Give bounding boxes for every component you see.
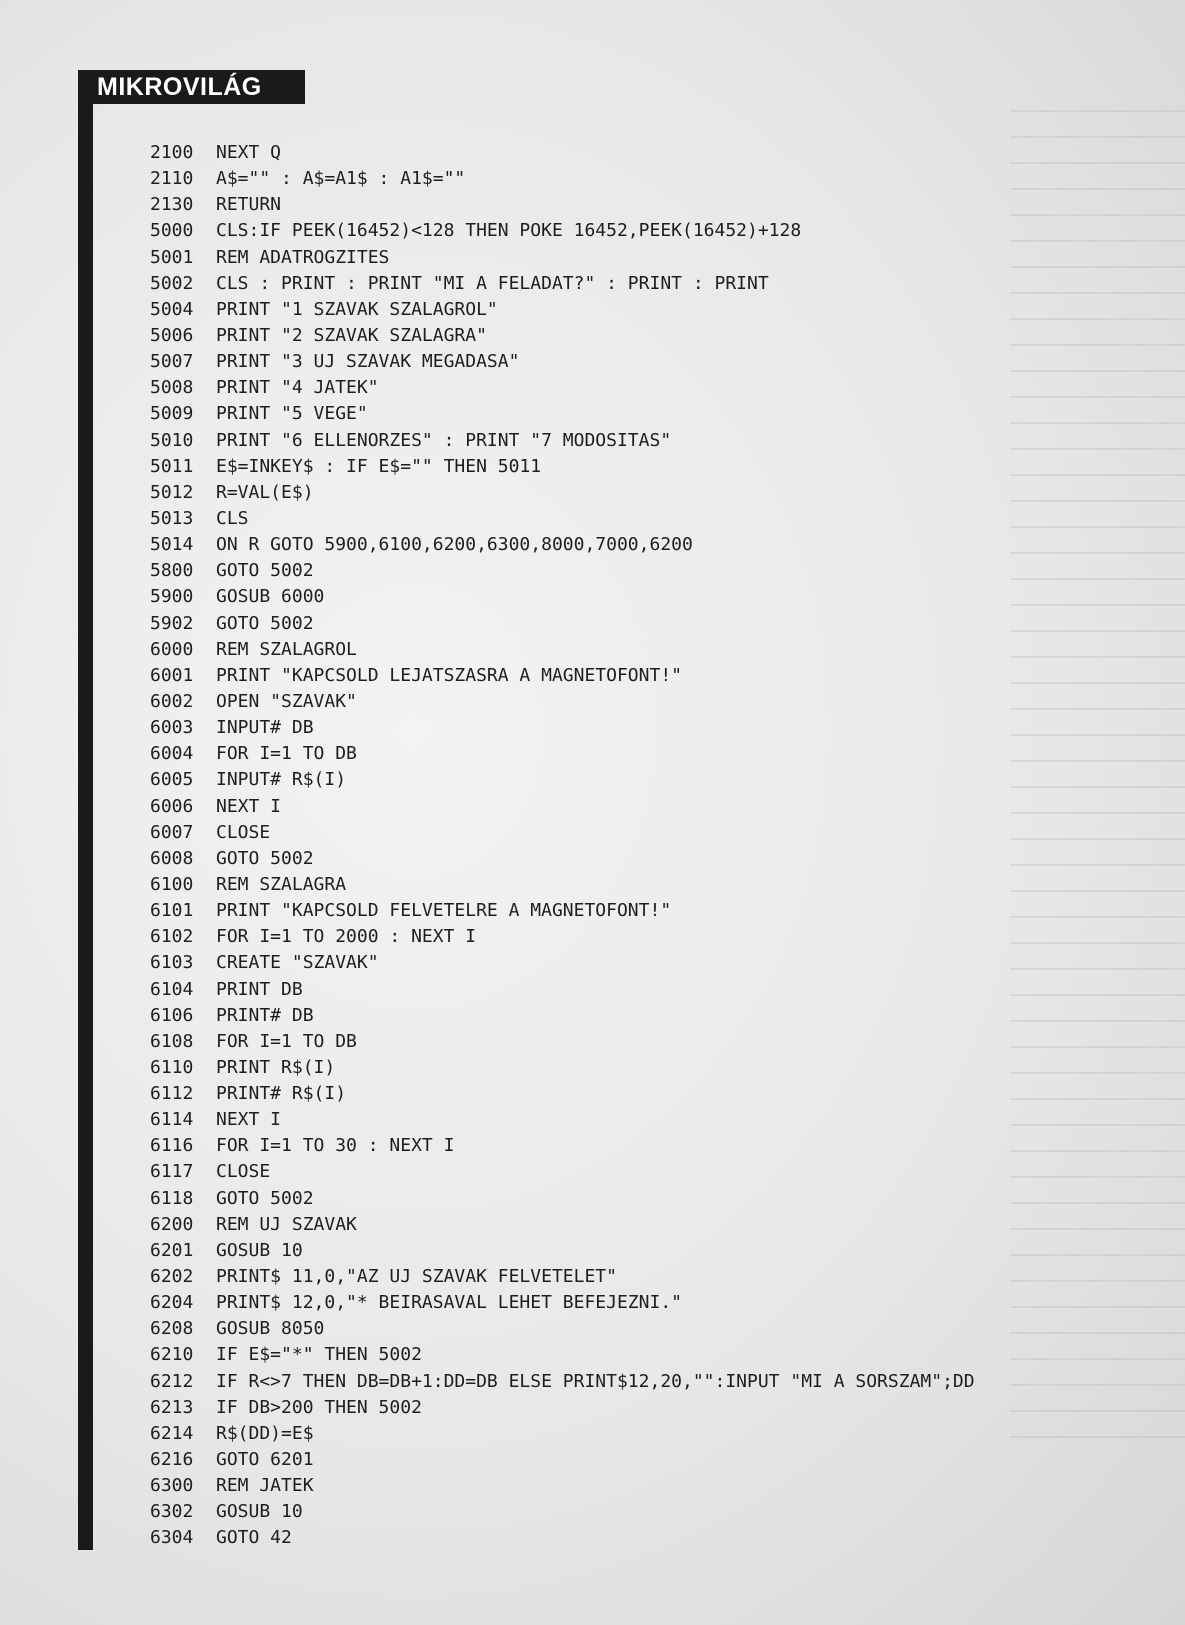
- code-line: [150, 375, 1180, 401]
- line-number: 6116: [150, 1135, 194, 1157]
- code-line: [150, 1186, 1180, 1212]
- code-line: [150, 715, 1180, 741]
- code-line: [150, 245, 1180, 271]
- code-line: [150, 846, 1180, 872]
- code-line: [150, 1238, 1180, 1264]
- code-line: [150, 1395, 1180, 1421]
- line-code: IF DB>200 THEN 5002: [216, 1396, 422, 1418]
- code-line: [150, 558, 1180, 584]
- line-number: 6200: [150, 1213, 194, 1235]
- code-line: [150, 454, 1180, 480]
- code-line: [150, 1525, 1180, 1551]
- line-code: FOR I=1 TO 30 : NEXT I: [216, 1135, 455, 1157]
- line-number: 6214: [150, 1422, 194, 1444]
- line-number: 5900: [150, 586, 194, 608]
- line-number: 5006: [150, 324, 194, 346]
- line-code: GOSUB 10: [216, 1239, 303, 1261]
- line-code: GOTO 42: [216, 1527, 292, 1549]
- line-code: PRINT$ 11,0,"AZ UJ SZAVAK FELVETELET": [216, 1266, 617, 1288]
- code-line: [150, 1055, 1180, 1081]
- code-line: [150, 1003, 1180, 1029]
- code-line: [150, 428, 1180, 454]
- line-code: A$="" : A$=A1$ : A1$="": [216, 168, 466, 190]
- line-number: 6201: [150, 1239, 194, 1261]
- code-line: [150, 1029, 1180, 1055]
- left-margin-rule: [78, 70, 93, 1550]
- code-line: [150, 1107, 1180, 1133]
- line-number: 5800: [150, 560, 194, 582]
- line-number: 5000: [150, 220, 194, 242]
- line-number: 6204: [150, 1292, 194, 1314]
- line-number: 6118: [150, 1187, 194, 1209]
- line-number: 6210: [150, 1344, 194, 1366]
- code-line: [150, 950, 1180, 976]
- line-number: 6108: [150, 1030, 194, 1052]
- line-number: 6300: [150, 1475, 194, 1497]
- line-code: IF E$="*" THEN 5002: [216, 1344, 422, 1366]
- line-number: 6100: [150, 873, 194, 895]
- line-number: 6006: [150, 795, 194, 817]
- line-code: REM ADATROGZITES: [216, 246, 390, 268]
- code-line: [150, 140, 1180, 166]
- code-line: [150, 663, 1180, 689]
- line-number: 6103: [150, 952, 194, 974]
- line-code: CLS: [216, 507, 249, 529]
- line-code: INPUT# R$(I): [216, 769, 347, 791]
- line-code: FOR I=1 TO DB: [216, 1030, 357, 1052]
- line-code: PRINT# DB: [216, 1004, 314, 1026]
- code-line: [150, 192, 1180, 218]
- line-number: 6202: [150, 1266, 194, 1288]
- line-code: CLOSE: [216, 821, 271, 843]
- line-number: 6000: [150, 638, 194, 660]
- line-code: GOTO 5002: [216, 1187, 314, 1209]
- line-number: 5008: [150, 377, 194, 399]
- line-code: CREATE "SZAVAK": [216, 952, 379, 974]
- line-code: OPEN "SZAVAK": [216, 690, 357, 712]
- line-code: GOTO 5002: [216, 560, 314, 582]
- code-line: [150, 689, 1180, 715]
- code-line: [150, 1421, 1180, 1447]
- line-number: 6208: [150, 1318, 194, 1340]
- basic-program-listing: [150, 140, 1180, 1552]
- line-number: 6304: [150, 1527, 194, 1549]
- line-code: PRINT$ 12,0,"* BEIRASAVAL LEHET BEFEJEZNI.": [216, 1292, 682, 1314]
- code-line: [150, 898, 1180, 924]
- line-code: REM JATEK: [216, 1475, 314, 1497]
- line-number: 6104: [150, 978, 194, 1000]
- line-code: GOTO 5002: [216, 847, 314, 869]
- code-line: [150, 323, 1180, 349]
- line-code: R$(DD)=E$: [216, 1422, 314, 1444]
- line-code: NEXT I: [216, 795, 282, 817]
- code-line: [150, 767, 1180, 793]
- code-line: [150, 532, 1180, 558]
- line-number: 6005: [150, 769, 194, 791]
- code-line: [150, 1342, 1180, 1368]
- line-number: 5013: [150, 507, 194, 529]
- code-line: [150, 741, 1180, 767]
- line-number: 6102: [150, 926, 194, 948]
- code-line: [150, 1499, 1180, 1525]
- line-number: 6008: [150, 847, 194, 869]
- code-line: [150, 1133, 1180, 1159]
- line-number: 2100: [150, 142, 194, 163]
- line-number: 6110: [150, 1056, 194, 1078]
- line-code: PRINT "5 VEGE": [216, 403, 368, 425]
- line-code: NEXT Q: [216, 142, 282, 163]
- line-number: 2130: [150, 194, 194, 216]
- line-number: 5010: [150, 429, 194, 451]
- line-code: PRINT "2 SZAVAK SZALAGRA": [216, 324, 487, 346]
- line-number: 6007: [150, 821, 194, 843]
- line-code: INPUT# DB: [216, 717, 314, 739]
- line-number: 5014: [150, 534, 194, 556]
- code-line: [150, 218, 1180, 244]
- line-code: REM SZALAGROL: [216, 638, 357, 660]
- code-line: [150, 1159, 1180, 1185]
- line-code: GOSUB 10: [216, 1501, 303, 1523]
- line-code: E$=INKEY$ : IF E$="" THEN 5011: [216, 455, 542, 477]
- line-code: REM SZALAGRA: [216, 873, 347, 895]
- line-code: PRINT DB: [216, 978, 303, 1000]
- line-code: GOSUB 8050: [216, 1318, 325, 1340]
- line-number: 5902: [150, 612, 194, 634]
- code-line: [150, 1264, 1180, 1290]
- line-code: PRINT "6 ELLENORZES" : PRINT "7 MODOSITAS": [216, 429, 672, 451]
- line-code: REM UJ SZAVAK: [216, 1213, 357, 1235]
- line-number: 6114: [150, 1109, 194, 1131]
- magazine-header-badge: MIKROVILÁG: [87, 70, 305, 104]
- line-code: GOTO 6201: [216, 1449, 314, 1471]
- line-code: CLS:IF PEEK(16452)<128 THEN POKE 16452,PEEK(16452)+128: [216, 220, 802, 242]
- line-code: PRINT# R$(I): [216, 1083, 347, 1105]
- line-number: 5001: [150, 246, 194, 268]
- code-line: [150, 401, 1180, 427]
- line-number: 5012: [150, 481, 194, 503]
- line-code: PRINT "1 SZAVAK SZALAGROL": [216, 298, 498, 320]
- line-code: GOTO 5002: [216, 612, 314, 634]
- line-number: 6002: [150, 690, 194, 712]
- line-number: 6001: [150, 664, 194, 686]
- line-number: 6003: [150, 717, 194, 739]
- line-number: 6302: [150, 1501, 194, 1523]
- code-line: [150, 1290, 1180, 1316]
- line-number: 6212: [150, 1370, 194, 1392]
- code-line: [150, 637, 1180, 663]
- line-code: GOSUB 6000: [216, 586, 325, 608]
- line-code: ON R GOTO 5900,6100,6200,6300,8000,7000,6200: [216, 534, 693, 556]
- line-number: 6106: [150, 1004, 194, 1026]
- line-number: 6004: [150, 743, 194, 765]
- code-line: [150, 1081, 1180, 1107]
- line-number: 5004: [150, 298, 194, 320]
- code-line: [150, 1447, 1180, 1473]
- line-code: CLOSE: [216, 1161, 271, 1183]
- code-line: [150, 349, 1180, 375]
- line-number: 6216: [150, 1449, 194, 1471]
- line-number: 5002: [150, 272, 194, 294]
- code-line: [150, 506, 1180, 532]
- line-number: 5009: [150, 403, 194, 425]
- code-line: [150, 1473, 1180, 1499]
- code-line: [150, 794, 1180, 820]
- line-number: 2110: [150, 168, 194, 190]
- code-line: [150, 1316, 1180, 1342]
- line-code: PRINT "3 UJ SZAVAK MEGADASA": [216, 351, 520, 373]
- line-code: RETURN: [216, 194, 282, 216]
- code-line: [150, 297, 1180, 323]
- code-line: [150, 924, 1180, 950]
- line-number: 6213: [150, 1396, 194, 1418]
- line-code: CLS : PRINT : PRINT "MI A FELADAT?" : PRINT : PRINT: [216, 272, 769, 294]
- code-line: [150, 611, 1180, 637]
- line-code: PRINT "4 JATEK": [216, 377, 379, 399]
- line-number: 6117: [150, 1161, 194, 1183]
- code-line: [150, 1212, 1180, 1238]
- code-line: [150, 820, 1180, 846]
- line-number: 5007: [150, 351, 194, 373]
- code-line: [150, 977, 1180, 1003]
- line-code: PRINT "KAPCSOLD FELVETELRE A MAGNETOFONT!": [216, 900, 672, 922]
- line-code: PRINT "KAPCSOLD LEJATSZASRA A MAGNETOFONT!": [216, 664, 682, 686]
- line-code: FOR I=1 TO 2000 : NEXT I: [216, 926, 477, 948]
- code-line: [150, 271, 1180, 297]
- code-line: [150, 872, 1180, 898]
- line-number: 6101: [150, 900, 194, 922]
- code-line: [150, 1369, 1180, 1395]
- code-line: [150, 584, 1180, 610]
- line-code: PRINT R$(I): [216, 1056, 336, 1078]
- line-code: NEXT I: [216, 1109, 282, 1131]
- line-code: FOR I=1 TO DB: [216, 743, 357, 765]
- code-line: [150, 480, 1180, 506]
- code-line: [150, 166, 1180, 192]
- line-number: 6112: [150, 1083, 194, 1105]
- line-code: IF R<>7 THEN DB=DB+1:DD=DB ELSE PRINT$12,20,"":INPUT "MI A SORSZAM";DD: [216, 1370, 975, 1392]
- line-number: 5011: [150, 455, 194, 477]
- line-code: R=VAL(E$): [216, 481, 314, 503]
